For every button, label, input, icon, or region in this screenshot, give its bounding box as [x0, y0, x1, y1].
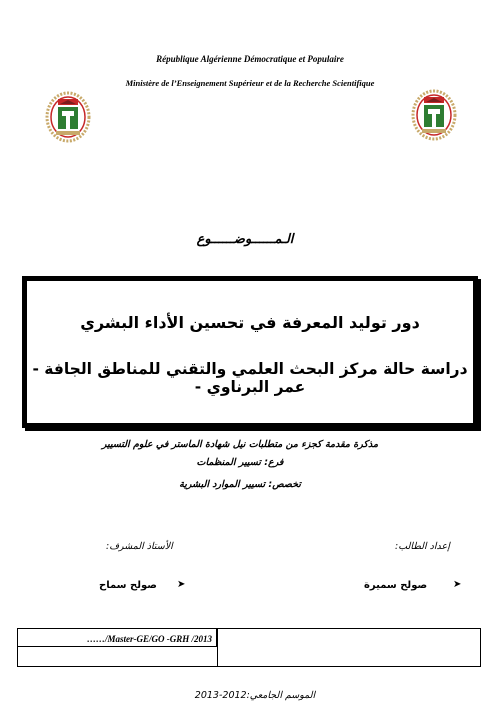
thesis-title-line1: دور توليد المعرفة في تحسين الأداء البشري [80, 313, 420, 332]
subject-label: الـمــــــوضــــــوع [196, 232, 294, 247]
arrow-pointer-icon: ➤ [177, 579, 186, 590]
university-logo-left [44, 90, 92, 146]
supervisor-label: الأستاذ المشرف: [106, 541, 173, 552]
university-logo-right [410, 88, 458, 144]
prepared-by-label: إعداد الطالب: [395, 541, 450, 552]
thesis-title-line2: دراسة حالة مركز البحث العلمي والتقني للمناطق الجافة - عمر البرناوي - [32, 360, 468, 396]
title-frame [22, 276, 478, 428]
table-divider [217, 628, 218, 667]
reference-code: ……/Master-GE/GO -GRH /2013 [86, 634, 212, 644]
student-name: صولح سميرة [364, 580, 428, 591]
arrow-pointer-icon: ➤ [453, 579, 462, 590]
republic-header: République Algérienne Démocratique et Populaire [156, 54, 344, 64]
memo-specialty-line: تخصص: تسيير الموارد البشرية [179, 479, 301, 490]
academic-season: الموسم الجامعي:2012-2013 [194, 690, 316, 701]
memo-degree-line: مذكرة مقدمة كجزء من متطلبات نيل شهادة الماستر في علوم التسيير [101, 439, 379, 450]
ministry-header: Ministère de l’Enseignement Supérieur et de la Recherche Scientifique [125, 78, 375, 88]
memo-branch-line: فرع: تسيير المنظمات [196, 457, 284, 468]
supervisor-name: صولح سماح [99, 580, 157, 591]
